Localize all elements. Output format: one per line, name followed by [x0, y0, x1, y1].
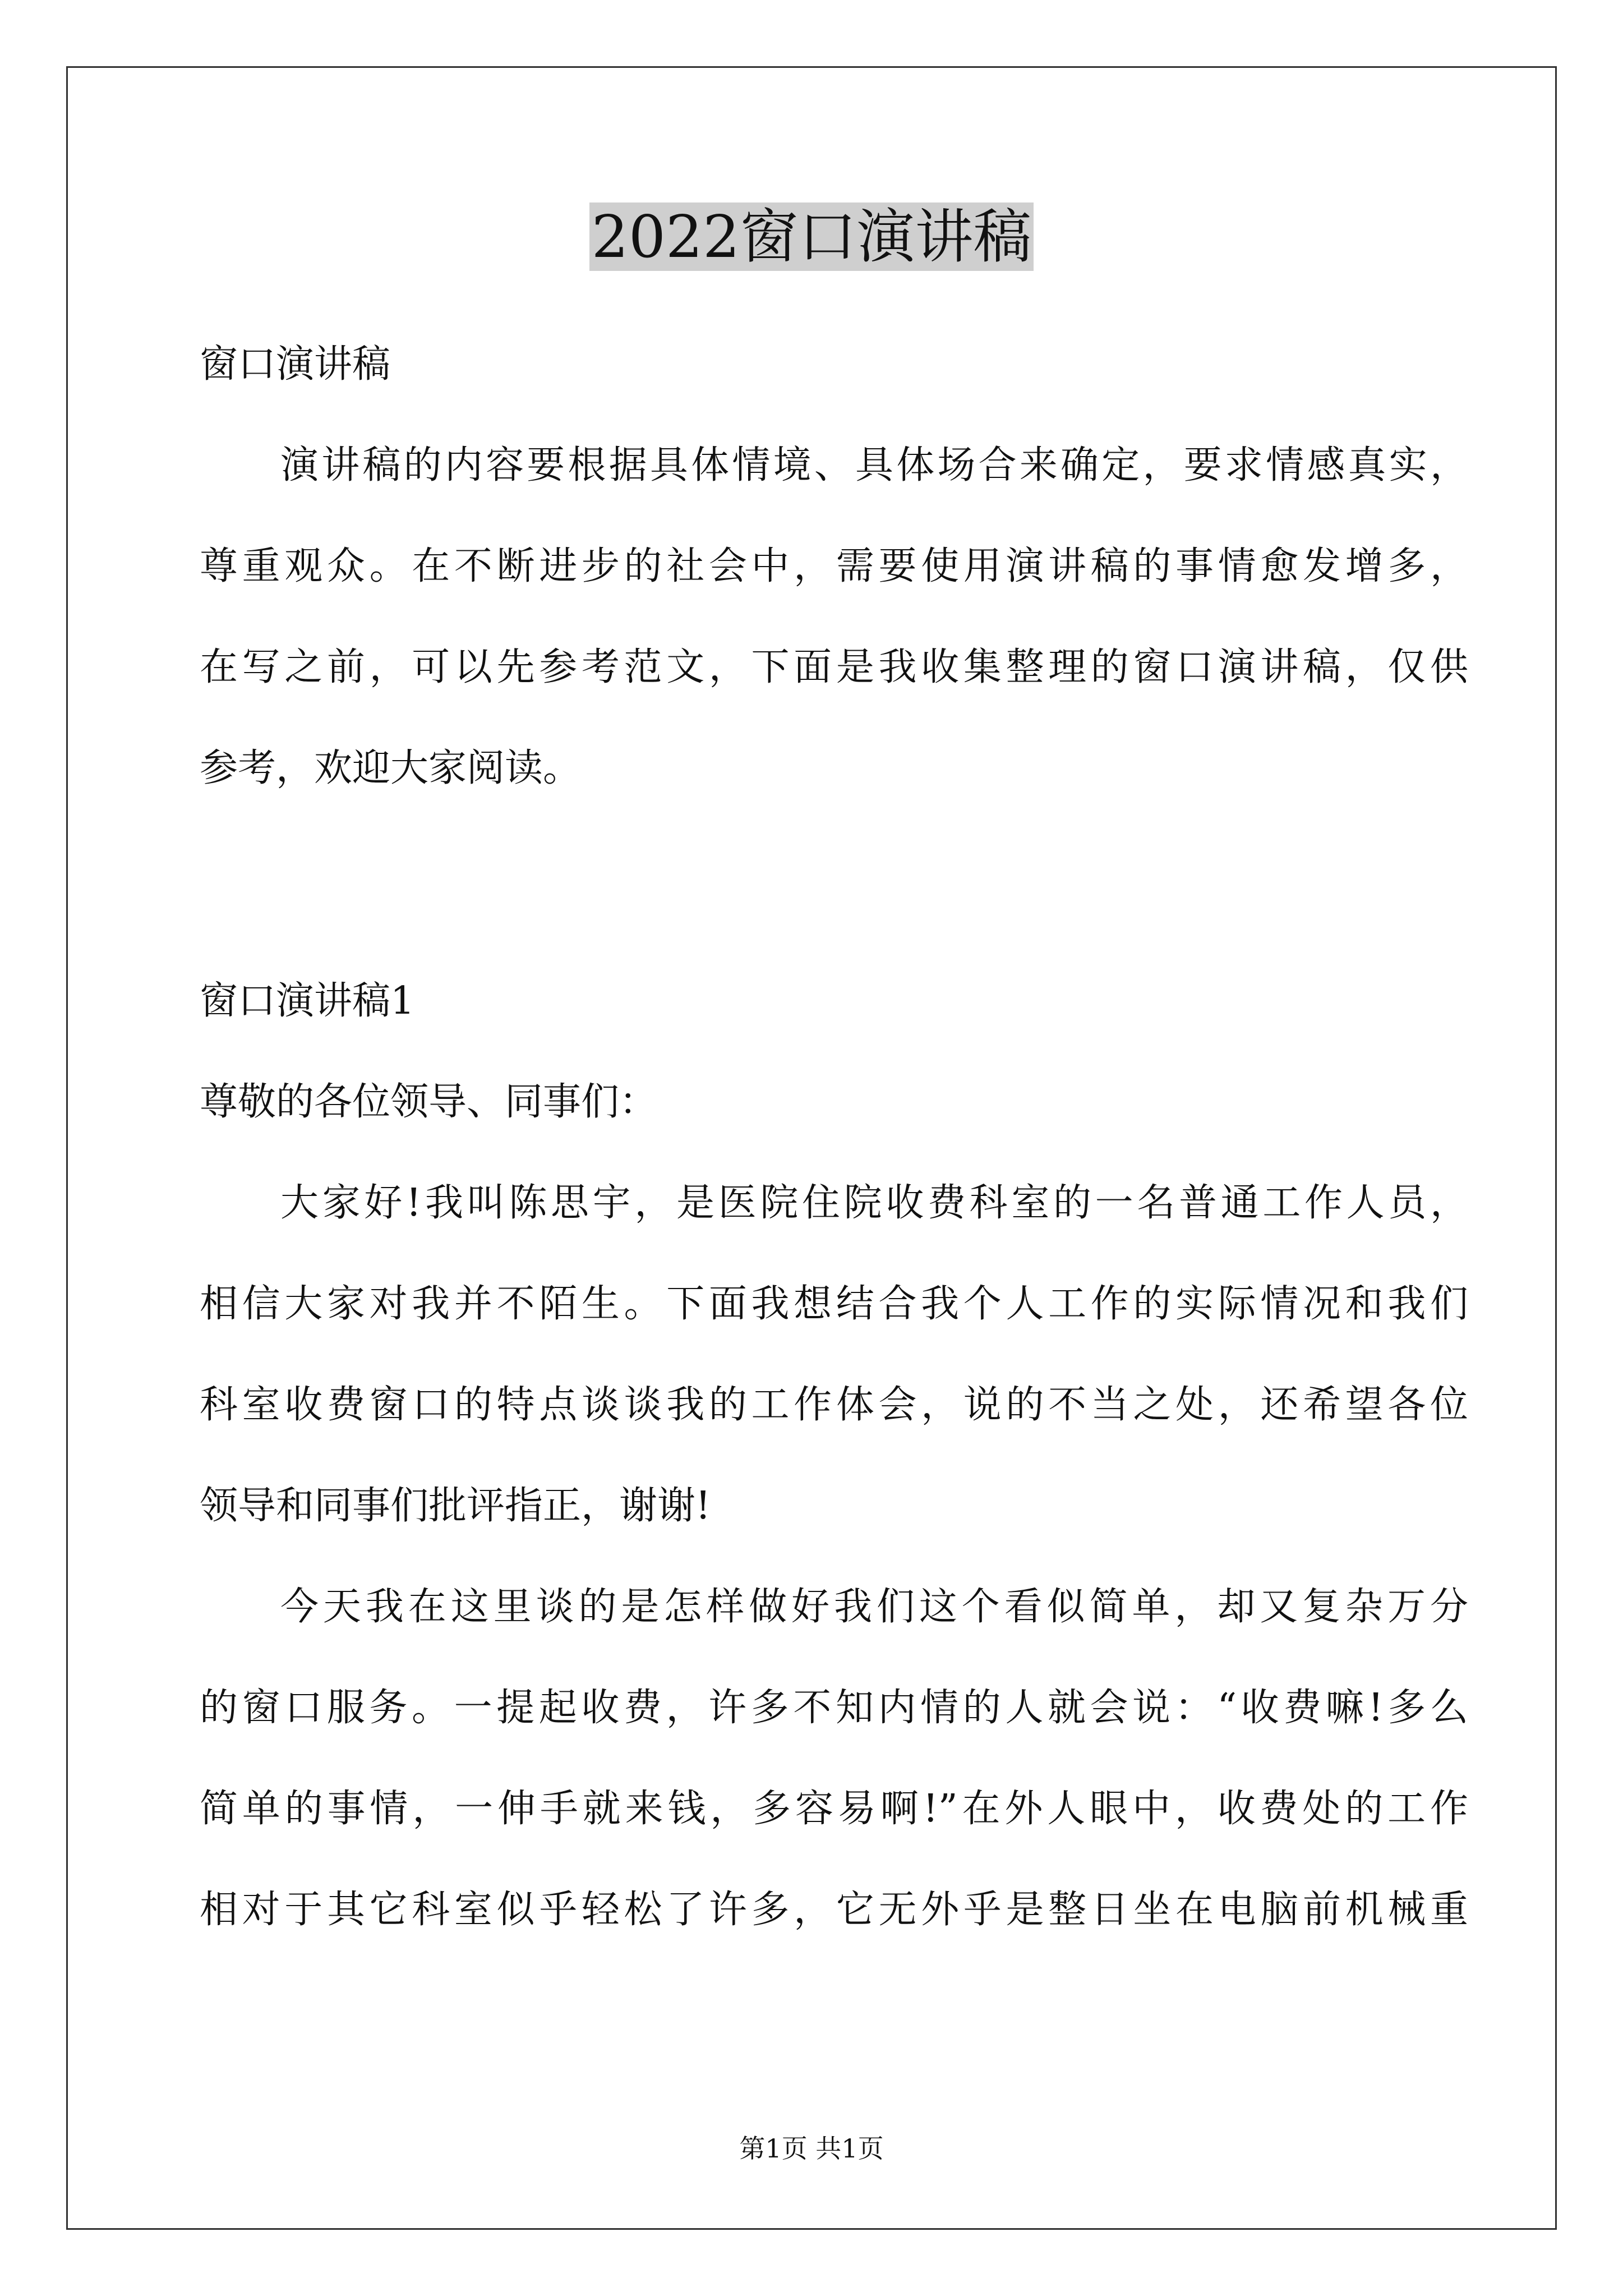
intro-line: 在写之前，可以先参考范文，下面是我收集整理的窗口演讲稿，仅供: [200, 645, 1468, 689]
paragraph-line: 科室收费窗口的特点谈谈我的工作体会，说的不当之处，还希望各位: [200, 1383, 1468, 1427]
intro-line: 参考，欢迎大家阅读。: [200, 746, 582, 790]
intro-line: 尊重观众。在不断进步的社会中，需要使用演讲稿的事情愈发增多，: [200, 544, 1468, 588]
section-title: 窗口演讲稿1: [200, 979, 415, 1023]
document-title-text: 2022窗口演讲稿: [589, 203, 1034, 271]
paragraph-line: 相对于其它科室似乎轻松了许多，它无外乎是整日坐在电脑前机械重: [200, 1888, 1468, 1932]
document-heading: 窗口演讲稿: [200, 342, 391, 386]
paragraph-line: 今天我在这里谈的是怎样做好我们这个看似简单，却又复杂万分: [280, 1585, 1468, 1629]
paragraph-line: 大家好!我叫陈思宇，是医院住院收费科室的一名普通工作人员，: [280, 1181, 1468, 1225]
paragraph-line: 领导和同事们批评指正，谢谢!: [200, 1484, 711, 1528]
paragraph-line: 相信大家对我并不陌生。下面我想结合我个人工作的实际情况和我们: [200, 1282, 1468, 1326]
salutation: 尊敬的各位领导、同事们：: [200, 1080, 658, 1124]
page-footer: 第1页 共1页: [739, 2133, 884, 2164]
intro-line: 演讲稿的内容要根据具体情境、具体场合来确定，要求情感真实，: [280, 443, 1468, 487]
paragraph-line: 的窗口服务。一提起收费，许多不知内情的人就会说：“收费嘛!多么: [200, 1686, 1468, 1730]
paragraph-line: 简单的事情，一伸手就来钱，多容易啊!”在外人眼中，收费处的工作: [200, 1787, 1468, 1831]
document-title: [0, 197, 1623, 276]
